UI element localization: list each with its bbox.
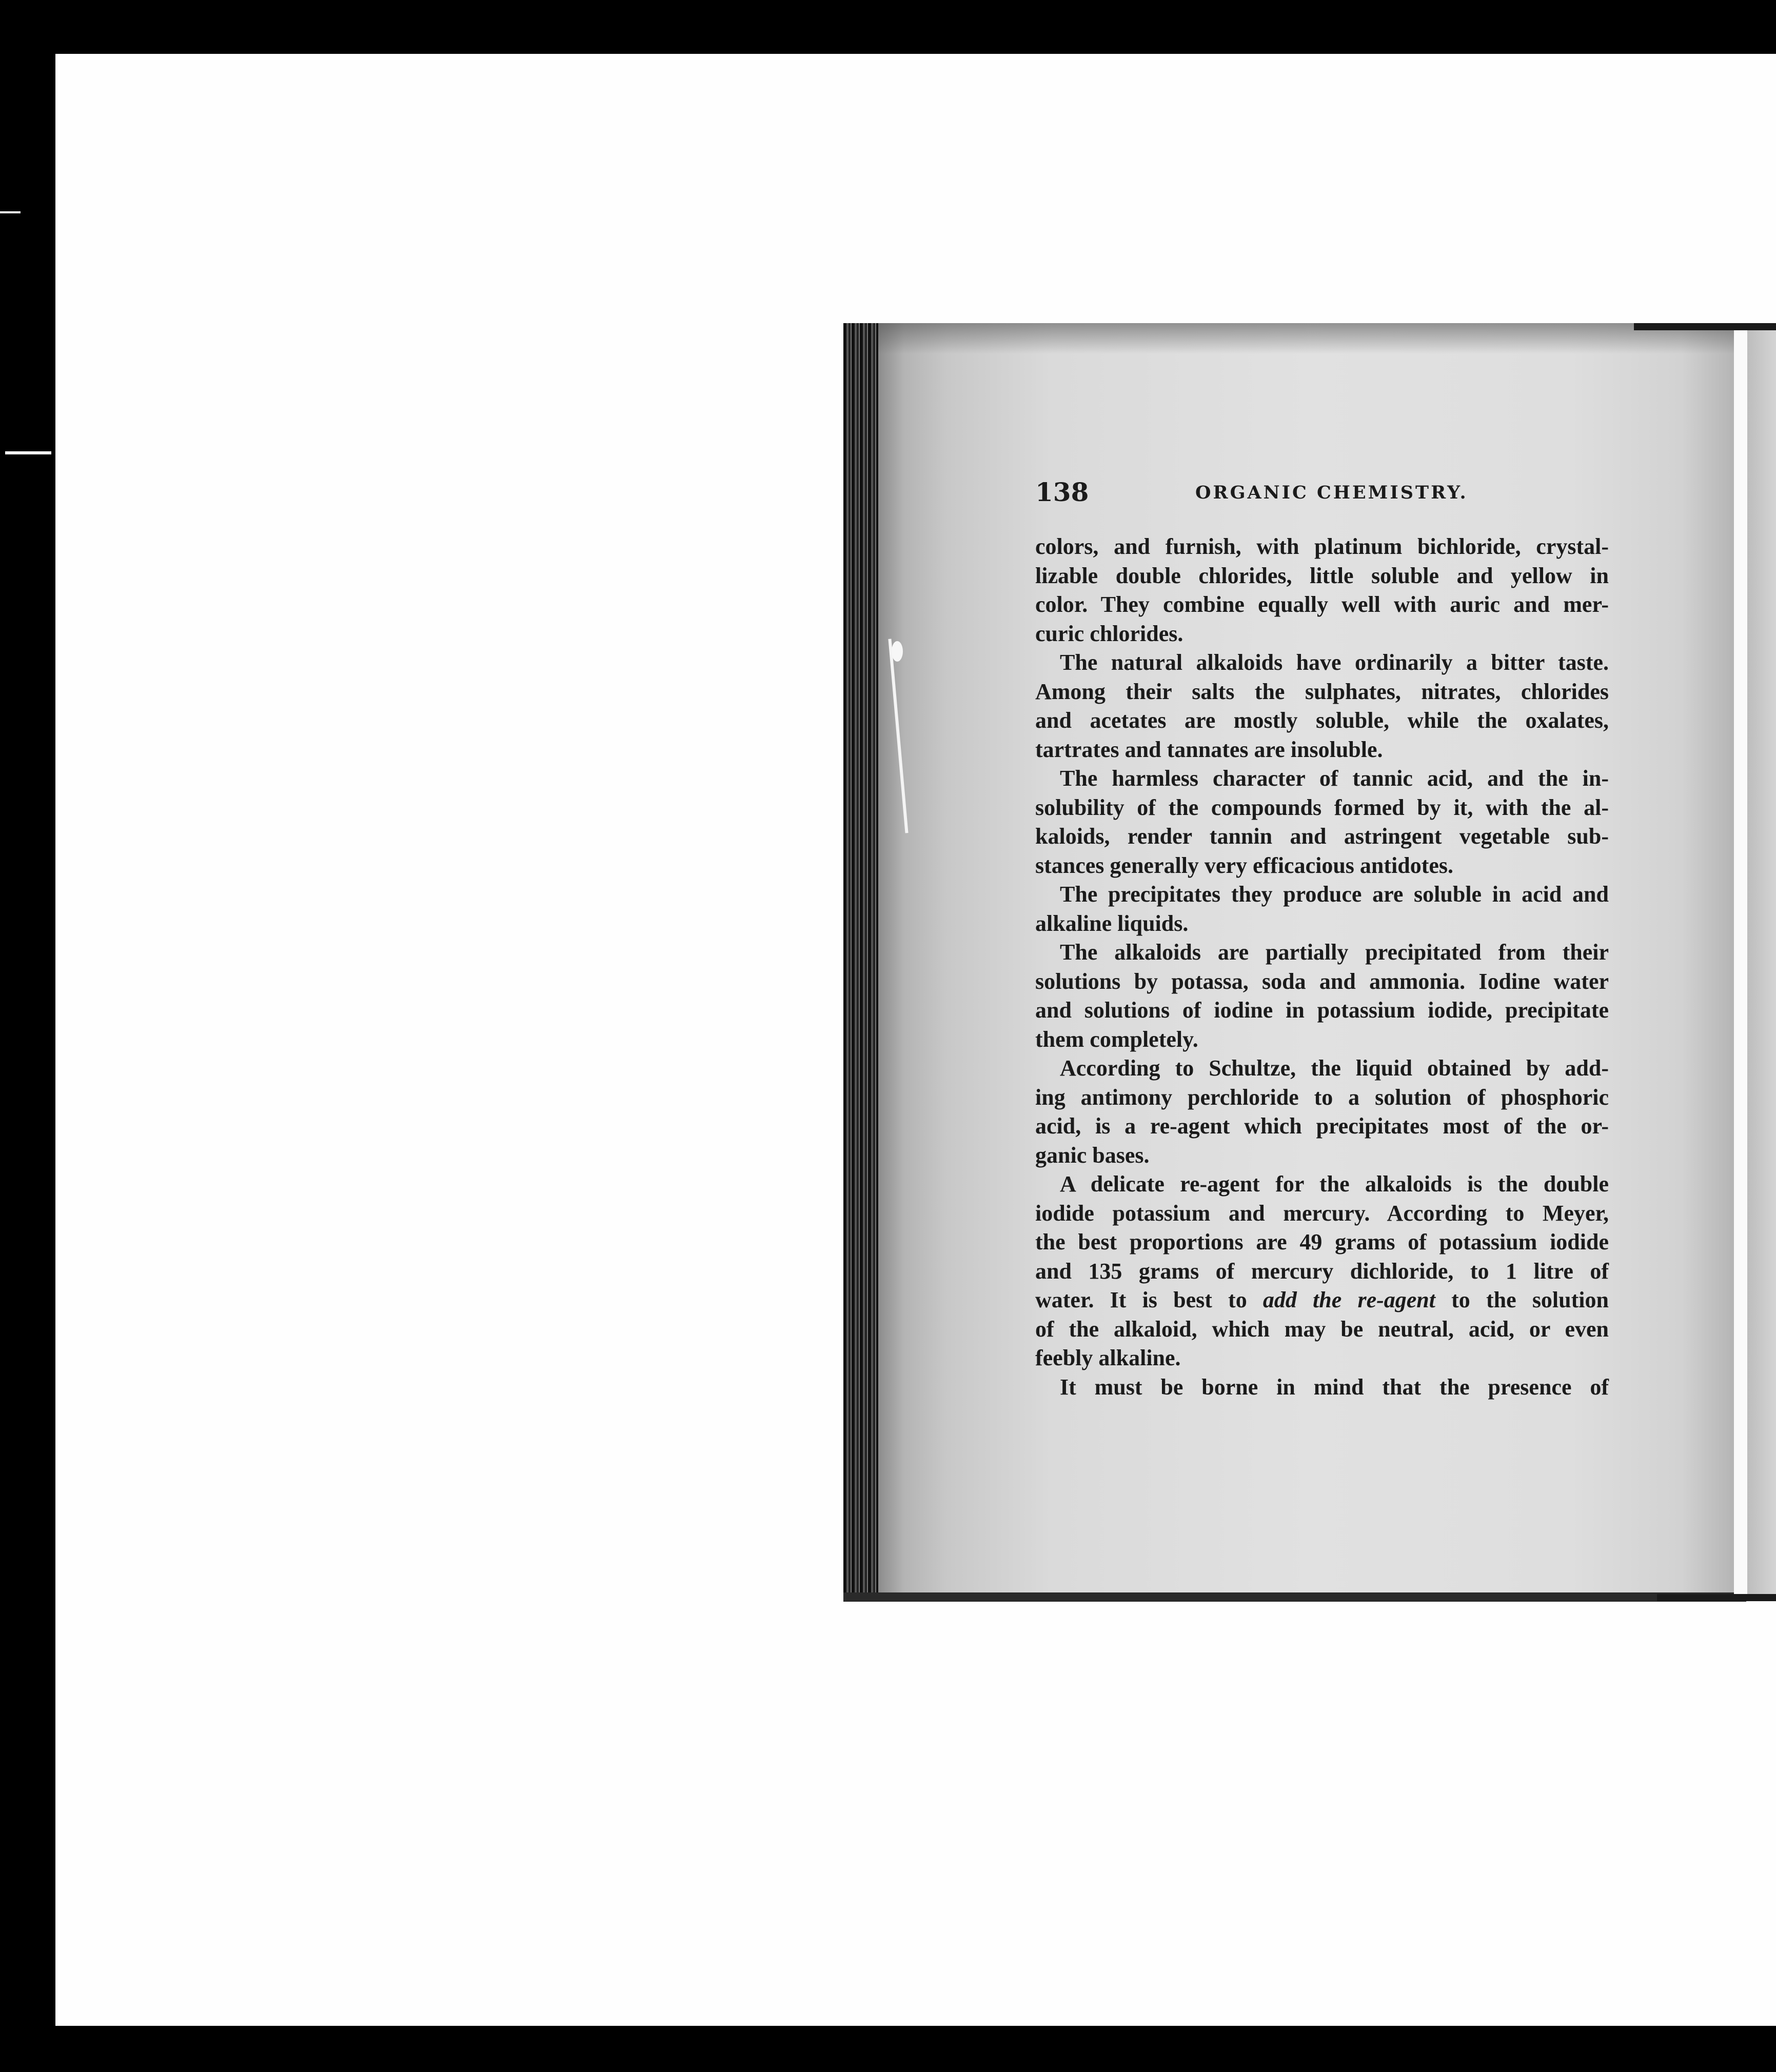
text-line: curic chlorides.	[1035, 621, 1183, 646]
text-segment: to the solution	[1435, 1287, 1609, 1312]
book-page-edges	[843, 323, 881, 1600]
text-line: It must be borne in mind that the presence of	[1060, 1374, 1609, 1400]
text-line: of the alkaloid, which may be neutral, acid, or even	[1035, 1316, 1609, 1342]
facing-page	[1747, 328, 1776, 1595]
text-line: them completely.	[1035, 1026, 1198, 1052]
text-line	[1035, 1286, 1609, 1315]
text-line: acid, is a re-agent which precipitates most of the or-	[1035, 1113, 1609, 1139]
text-line: ing antimony perchloride to a solution of phosphoric	[1035, 1084, 1609, 1110]
text-line: The natural alkaloids have ordinarily a bitter taste.	[1060, 650, 1609, 675]
body-text	[1035, 532, 1609, 1402]
book-gutter	[1734, 328, 1747, 1595]
text-line: colors, and furnish, with platinum bichloride, crystal-	[1035, 534, 1609, 559]
text-line: ganic bases.	[1035, 1142, 1150, 1168]
text-line: stances generally very efficacious antidotes.	[1035, 852, 1454, 878]
text-line: According to Schultze, the liquid obtained by add-	[1060, 1055, 1609, 1081]
page-heading: ORGANIC CHEMISTRY.	[1195, 482, 1468, 503]
scan-artifact	[5, 451, 51, 454]
text-line: tartrates and tannates are insoluble.	[1035, 736, 1383, 762]
text-line: The harmless character of tannic acid, and the in-	[1060, 766, 1609, 791]
page-bottom-edge	[843, 1592, 1746, 1602]
text-line: alkaline liquids.	[1035, 910, 1189, 936]
text-line: The precipitates they produce are soluble in acid and	[1060, 882, 1609, 907]
text-line: color. They combine equally well with auric and mer-	[1035, 592, 1609, 617]
text-line: feebly alkaline.	[1035, 1345, 1181, 1370]
text-line: and solutions of iodine in potassium iodide, precipitate	[1035, 998, 1609, 1023]
text-line: and acetates are mostly soluble, while the oxalates,	[1035, 708, 1609, 733]
facing-page-top-edge	[1634, 323, 1776, 330]
page-number: 138	[1035, 477, 1089, 507]
text-line: the best proportions are 49 grams of potassium iodide	[1035, 1229, 1609, 1254]
scan-artifact	[0, 211, 21, 213]
text-line: and 135 grams of mercury dichloride, to 1 litre of	[1035, 1258, 1609, 1284]
italic-phrase: add the re-agent	[1262, 1287, 1435, 1312]
scan-artifact	[892, 641, 903, 662]
text-line: iodide potassium and mercury. According to Meyer,	[1035, 1200, 1609, 1226]
text-line: lizable double chlorides, little soluble and yellow in	[1035, 563, 1609, 588]
running-head	[1035, 477, 1609, 513]
text-line: kaloids, render tannin and astringent vegetable sub-	[1035, 824, 1609, 849]
text-line: The alkaloids are partially precipitated from their	[1060, 940, 1609, 965]
text-line: A delicate re-agent for the alkaloids is the double	[1060, 1171, 1609, 1197]
text-line: Among their salts the sulphates, nitrates, chlorides	[1035, 679, 1609, 704]
text-segment: water. It is best to	[1035, 1287, 1263, 1312]
page-top-shadow	[878, 323, 1742, 354]
text-line: solutions by potassa, soda and ammonia. Iodine water	[1035, 968, 1609, 994]
facing-page-bottom-edge	[1657, 1594, 1776, 1601]
text-line: solubility of the compounds formed by it, with the al-	[1035, 794, 1609, 820]
